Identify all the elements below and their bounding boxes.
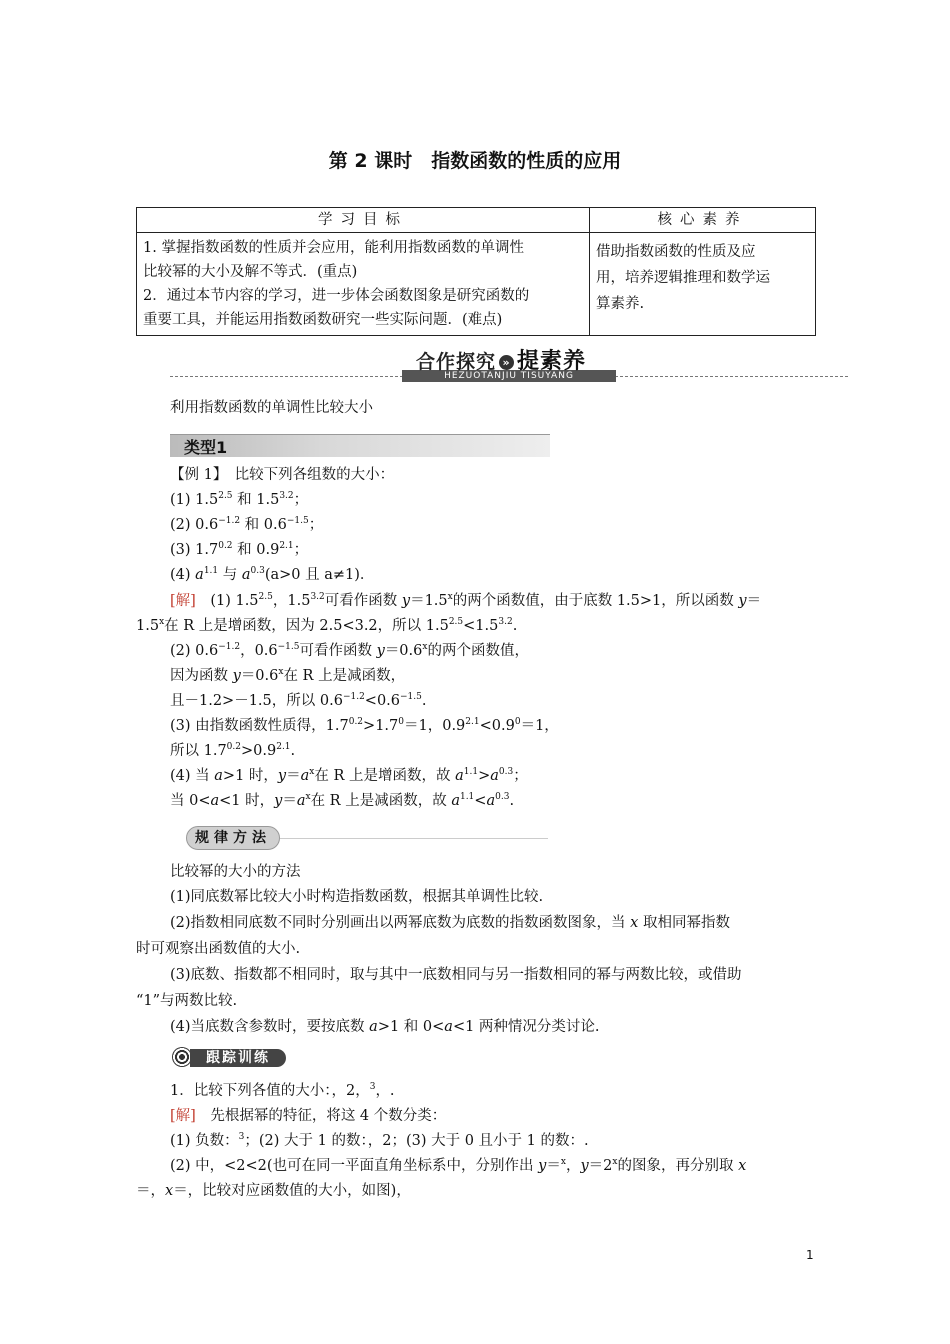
track-label-bar [170,1047,288,1069]
section-banner [170,346,848,386]
literacy-line: 用，培养逻辑推理和数学运 [596,270,770,286]
literacy-header: 核心素养 [590,208,816,233]
method-label-bar [180,825,548,849]
page-number: 1 [806,1248,814,1262]
banner-title [416,344,586,375]
solution-line-9: 当 0<a<1 时，$y=a^x$在 R 上是减函数，故 $a^{1.1}<a^{0.3}$. [170,792,515,809]
banner-pinyin: HEZUOTANJIU TISUYANG [402,370,616,382]
track-solution-2: (1) 负数：$^3$；(2) 大于 1 的数：，2；(3) 大于 0 且小于 1 的数：. [170,1132,589,1149]
method-rule [280,838,548,839]
goals-cell [137,233,590,336]
type-label-bar [170,434,550,457]
solution-line-6: (3) 由指数函数性质得，$1.7^{0.2}>1.7^0=1$，$0.9^{2.1}<0.9^0=1$， [170,717,559,734]
type-label: 类型1 [184,438,228,457]
goals-header: 学习目标 [137,208,590,233]
track-solution-4: ＝，x＝，比较对应函数值的大小，如图)， [136,1183,411,1199]
method-label: 规律方法 [186,826,280,850]
track-question-1: 1．比较下列各值的大小：，2，$^3$，. [170,1082,395,1099]
method-item-1: (1)同底数幂比较大小时构造指数函数，根据其单调性比较. [170,889,544,905]
goal-line: 2．通过本节内容的学习，进一步体会函数图象是研究函数的 [143,288,530,304]
literacy-line: 算素养. [596,296,645,312]
page-title: 第 2 课时 指数函数的性质的应用 [328,150,622,172]
banner-part1: 合作探究 [416,351,497,373]
example-q2: (2) $0.6^{-1.2}$ 和 $0.6^{-1.5}$； [170,516,324,533]
method-item-2: (2)指数相同底数不同时分别画出以两幂底数为底数的指数函数图象，当 x 取相同幂指数 [170,915,730,931]
example-prompt: 【例 1】 比较下列各组数的大小： [170,467,395,483]
solution-line-8: (4) 当 a>1 时，$y=a^x$在 R 上是增函数，故 $a^{1.1}>a^{0.3}$； [170,767,528,784]
learning-goals-table [136,207,816,336]
banner-arrow-icon: » [499,355,514,370]
solution-line-2: 1.5$^x$在 R 上是增函数，因为 2.5<3.2，所以 $1.5^{2.5}<1.5^{3.2}$. [136,617,518,634]
track-solution-1: [解] 先根据幂的特征，将这 4 个数分类： [170,1108,447,1124]
solution-tag: [解] [170,593,196,609]
example-q4: (4) $a^{1.1}$ 与 $a^{0.3}(a>0$ 且 a≠1)． [170,566,375,583]
solution-line-3: (2) $0.6^{-1.2}$，$0.6^{-1.5}$可看作函数 $y=0.6^x$的两个函数值， [170,642,529,659]
example-q1: (1) $1.5^{2.5}$ 和 $1.5^{3.2}$； [170,491,309,508]
track-solution-3: (2) 中，<2<2(也可在同一平面直角坐标系中，分别作出 y＝$^x$，$y=2^x$的图象，再分别取 x [170,1157,747,1174]
method-item-2-cont: 时可观察出函数值的大小. [136,941,301,957]
literacy-cell [590,233,816,336]
track-label: 跟踪训练 [190,1049,286,1067]
method-item-3: (3)底数、指数都不相同时，取与其中一底数相同与另一指数相同的幂与两数比较，或借助 [170,967,742,983]
solution-line-5: 且－1.2>－1.5，所以 $0.6^{-1.2}<0.6^{-1.5}$. [170,692,427,709]
example-tag: 【例 1】 [170,467,221,483]
method-item-4: (4)当底数含参数时，要按底数 a>1 和 0<a<1 两种情况分类讨论. [170,1019,600,1035]
track-solution-tag: [解] [170,1108,196,1124]
banner-part2: 提素养 [517,349,587,374]
goal-line: 1. 掌握指数函数的性质并会应用，能利用指数函数的单调性 [143,240,524,256]
target-icon [172,1047,192,1067]
section-heading: 利用指数函数的单调性比较大小 [170,400,373,416]
method-item-3-cont: “1”与两数比较. [136,993,238,1009]
solution-line-7: 所以 $1.7^{0.2}>0.9^{2.1}$. [170,742,296,759]
example-q3: (3) $1.7^{0.2}$ 和 $0.9^{2.1}$； [170,541,309,558]
solution-line-4: 因为函数 $y=0.6^x$在 R 上是减函数， [170,667,406,684]
goal-line: 比较幂的大小及解不等式．(重点) [143,264,358,280]
literacy-line: 借助指数函数的性质及应 [596,244,756,260]
method-heading: 比较幂的大小的方法 [170,864,301,880]
solution-line-1: [解] (1) $1.5^{2.5}$，$1.5^{3.2}$可看作函数 $y=1.5^x$的两个函数值，由于底数 1.5>1，所以函数 y＝ [170,592,762,609]
goal-line: 重要工具，并能运用指数函数研究一些实际问题．(难点) [143,312,503,328]
